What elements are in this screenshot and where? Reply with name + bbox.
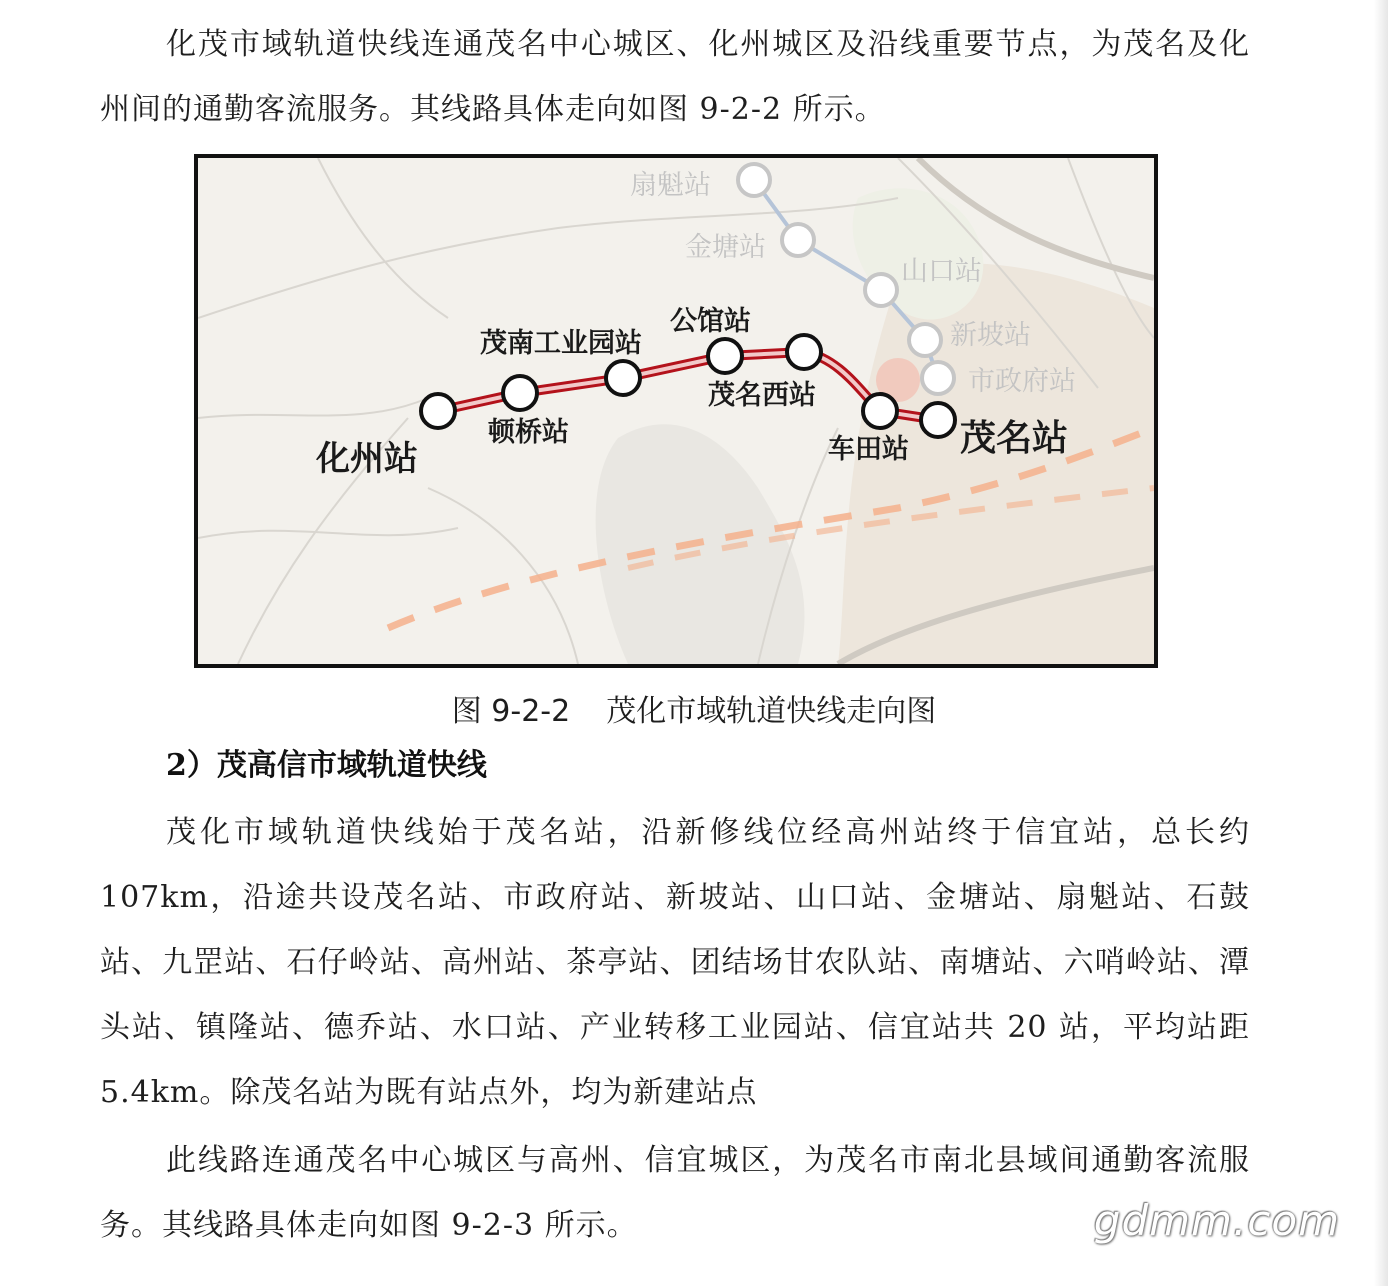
station-maonan-marker: [606, 361, 640, 395]
route-map-figure: [194, 154, 1158, 668]
label-maonan: 茂南工业园站: [480, 328, 642, 359]
route-map-svg: [198, 158, 1154, 664]
figure-caption: [0, 686, 1388, 730]
station-shizhengfu-marker: [922, 362, 954, 394]
label-xinpo: 新坡站: [950, 320, 1031, 351]
label-maomingxi: 茂名西站: [708, 380, 816, 411]
label-shizhengfu: 市政府站: [968, 366, 1076, 397]
label-chetian: 车田站: [828, 434, 909, 465]
service-paragraph: 此线路连通茂名中心城区与高州、信宜城区，为茂名市南北县域间通勤客流服务。其线路具体走向如图 9-2-3 所示。: [100, 1143, 1250, 1243]
page-edge-shadow: [1374, 0, 1388, 1286]
station-maoming-marker: [921, 403, 955, 437]
label-shankou: 山口站: [901, 256, 982, 287]
station-dunqiao-marker: [503, 376, 537, 410]
station-jintang-marker: [782, 224, 814, 256]
station-maomingxi-marker: [787, 335, 821, 369]
station-gongguan-marker: [708, 339, 742, 373]
figure-number: 图 9-2-2: [451, 694, 571, 729]
label-huazhou: 化州站: [316, 439, 418, 479]
figure-title: 茂化市域轨道快线走向图: [606, 694, 937, 729]
label-gongguan: 公馆站: [670, 306, 751, 337]
station-huazhou-marker: [421, 394, 455, 428]
section-heading: 2）茂高信市域轨道快线: [166, 748, 487, 783]
intro-paragraph: 化茂市域轨道快线连通茂名中心城区、化州城区及沿线重要节点，为茂名及化州间的通勤客流服务。其线路具体走向如图 9-2-2 所示。: [100, 27, 1250, 127]
station-shankou-marker: [865, 274, 897, 306]
route-description-paragraph: 茂化市域轨道快线始于茂名站，沿新修线位经高州站终于信宜站，总长约 107km，沿途共设茂名站、市政府站、新坡站、山口站、金塘站、扇魁站、石鼓站、九罡站、石仔岭站、高州站、茶亭站、团结场甘农队站、南塘站、六哨岭站、潭头站、镇隆站、德乔站、水口站、产业转移工业园站、信宜站共 20 站，平均站距 5.4km。除茂名站为既有站点外，均为新建站点: [100, 815, 1250, 1110]
label-dunqiao: 顿桥站: [488, 417, 569, 448]
label-jintang: 金塘站: [685, 232, 766, 263]
station-shankui-marker: [738, 164, 770, 196]
watermark-text: gdmm.com: [1093, 1196, 1340, 1245]
station-chetian-marker: [863, 394, 897, 428]
station-xinpo-marker: [909, 324, 941, 356]
label-shankui: 扇魁站: [630, 170, 711, 201]
label-maoming: 茂名站: [960, 418, 1069, 459]
